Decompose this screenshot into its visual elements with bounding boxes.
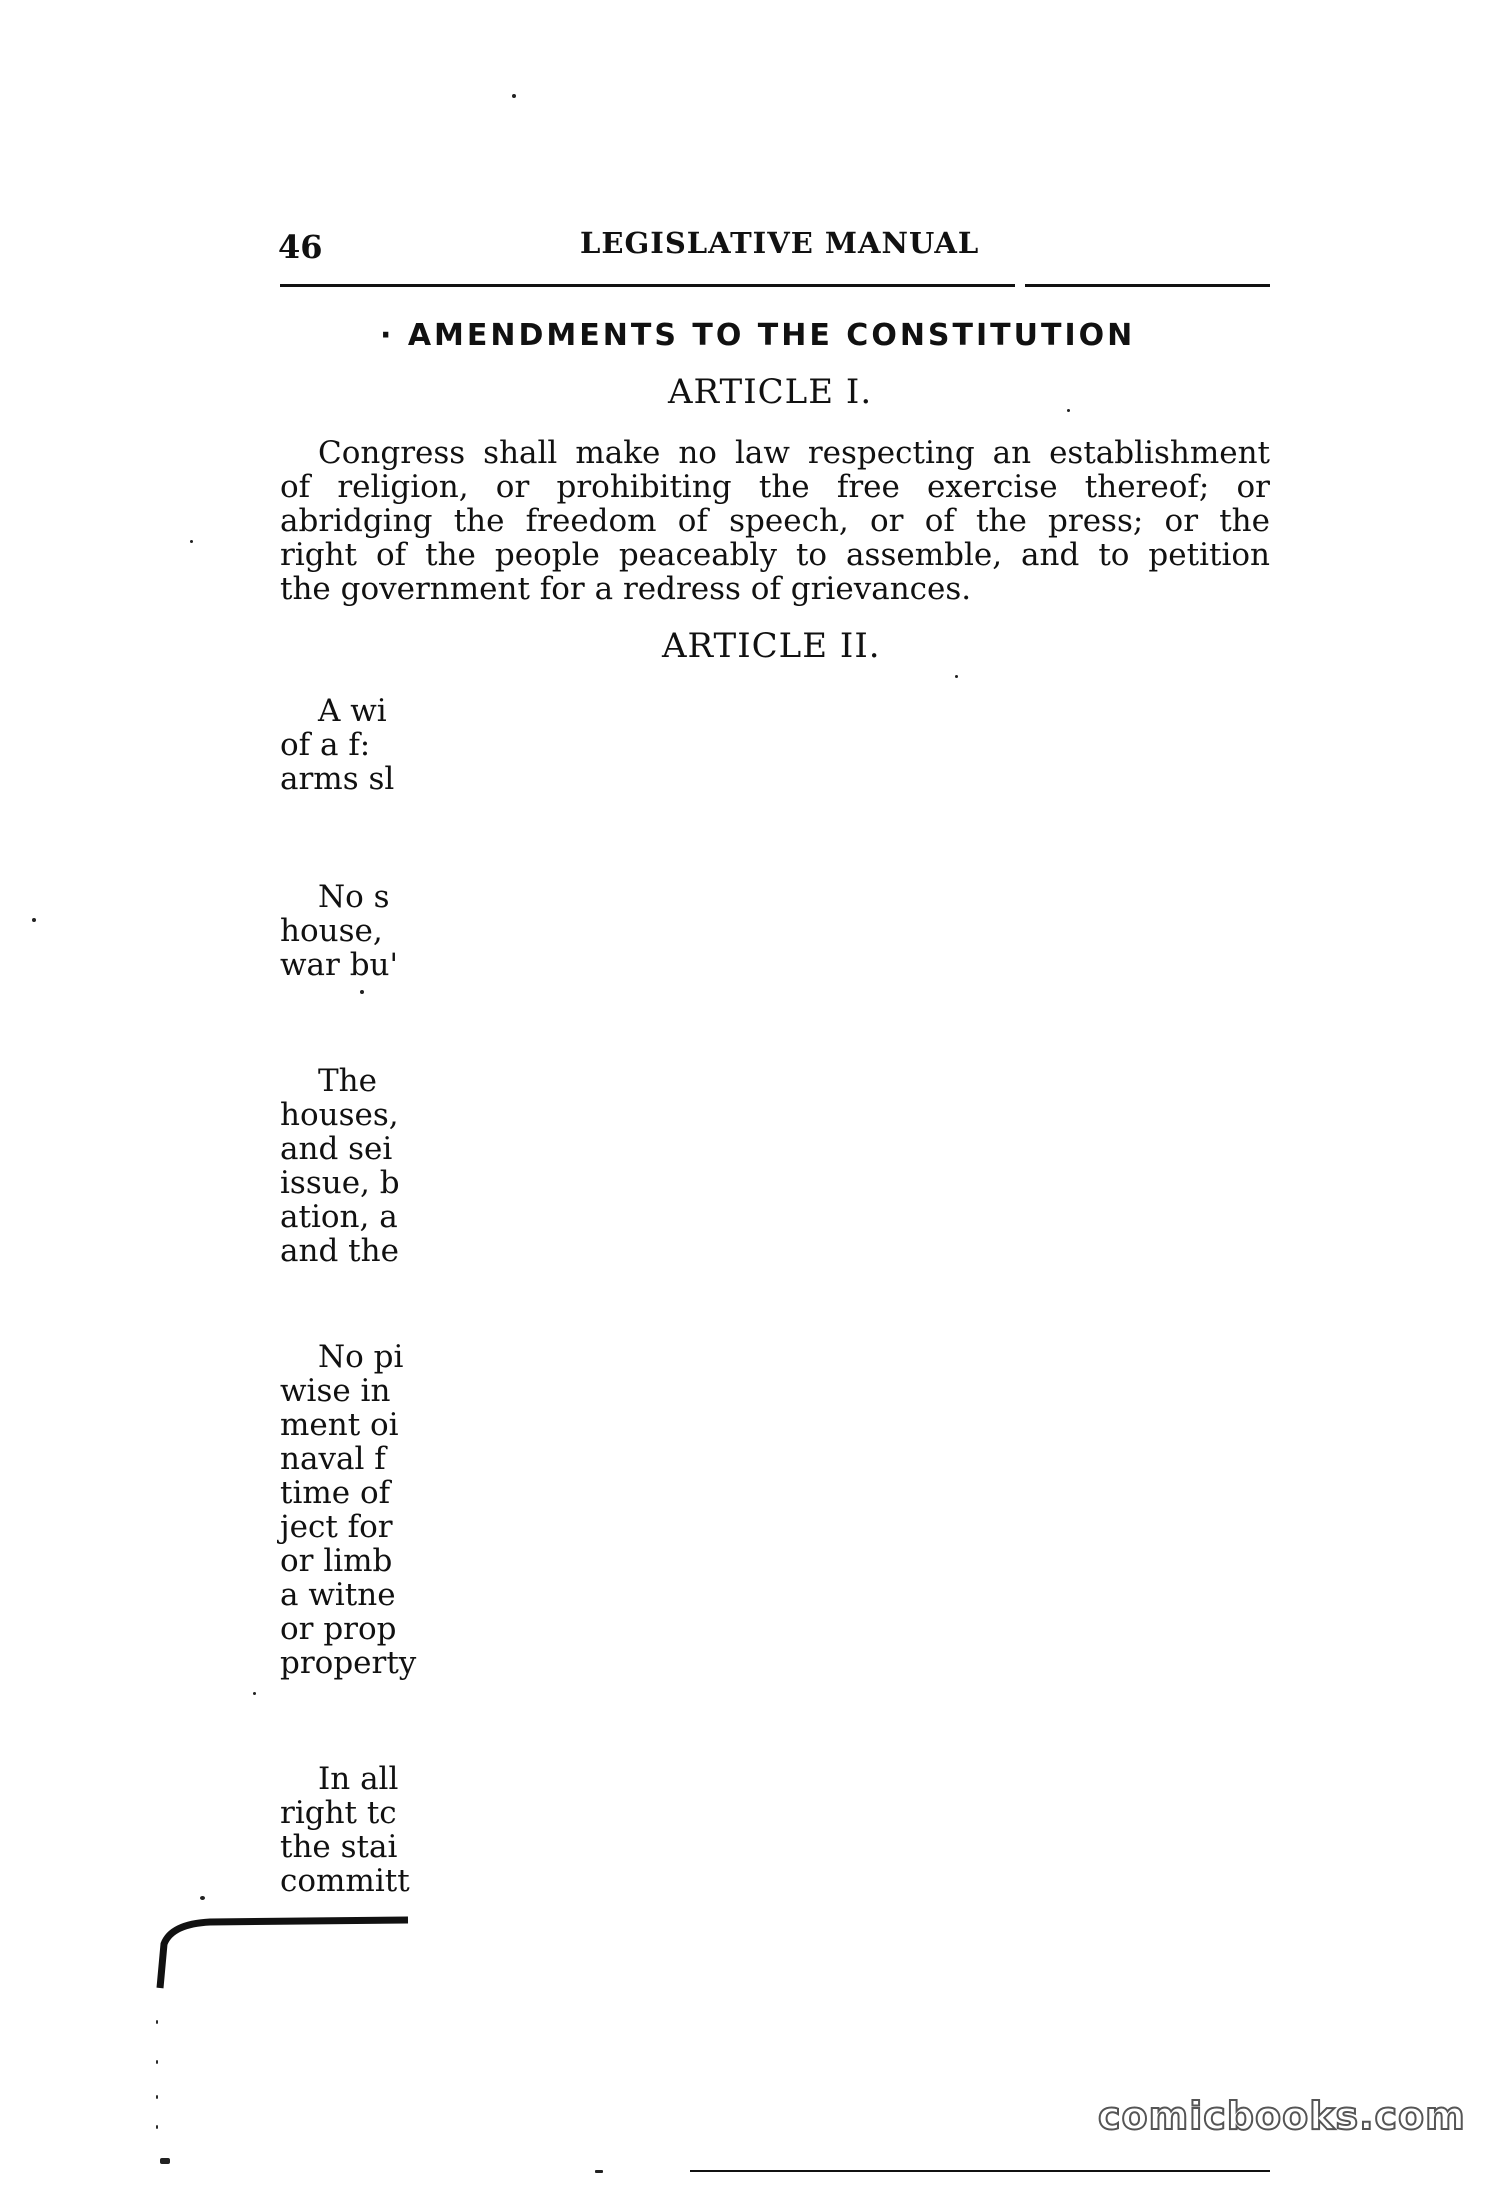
fragment-paragraph — [280, 1761, 410, 1899]
article-1-line: of religion, or prohibiting the free exercise thereof; or — [280, 469, 1270, 505]
fragment-line: or prop — [280, 1611, 397, 1647]
article-1-line: abridging the freedom of speech, or of the press; or the — [280, 503, 1270, 539]
speck — [190, 540, 193, 543]
torn-page-edge — [150, 1910, 410, 1990]
fragment-line: issue, b — [280, 1165, 400, 1201]
fragment-line: wise in — [280, 1373, 391, 1409]
article-1-paragraph — [280, 436, 1270, 606]
fragment-line: house, — [280, 913, 383, 949]
fragment-paragraph — [280, 1064, 400, 1268]
fragment-line: ation, a — [280, 1199, 398, 1235]
fragment-line: and sei — [280, 1131, 393, 1167]
fragment-line: No pi — [318, 1339, 404, 1375]
fragment-paragraph — [280, 880, 400, 982]
bottom-rule — [690, 2170, 1270, 2172]
running-head: LEGISLATIVE MANUAL — [580, 226, 980, 260]
fragment-line: and the — [280, 1233, 399, 1269]
fragment-line: the stai — [280, 1829, 398, 1865]
fragment-line: No s — [318, 879, 390, 915]
fragment-line: a witne — [280, 1577, 396, 1613]
speck — [360, 990, 364, 994]
article-1-line: right of the people peaceably to assemble, and to petition — [280, 537, 1270, 573]
speck — [160, 2158, 170, 2164]
fragment-line: ject for — [280, 1509, 393, 1545]
article-1-line: Congress shall make no law respecting an establishment — [318, 435, 1270, 471]
page-number: 46 — [278, 228, 323, 266]
article-1-line: the government for a redress of grievances. — [280, 571, 972, 607]
header-rule — [280, 284, 1270, 287]
fragment-line: arms sl — [280, 761, 395, 797]
speck — [32, 918, 36, 922]
fragment-line: In all — [318, 1761, 399, 1797]
section-title-text: AMENDMENTS TO THE CONSTITUTION — [407, 318, 1136, 353]
fragment-line: or limb — [280, 1543, 393, 1579]
speck — [200, 1896, 205, 1900]
speck — [156, 2060, 158, 2064]
watermark-logo: comicbooks.com — [1098, 2094, 1466, 2138]
fragment-paragraph — [280, 694, 400, 796]
article-2-heading: ARTICLE II. — [662, 626, 881, 666]
fragment-line: right tc — [280, 1795, 397, 1831]
speck — [595, 2170, 603, 2173]
fragment-line: The — [318, 1063, 377, 1099]
speck — [1067, 409, 1070, 412]
speck — [156, 2125, 158, 2129]
speck — [156, 2020, 158, 2024]
speck — [156, 2095, 158, 2099]
fragment-line: ment oi — [280, 1407, 399, 1443]
fragment-line: houses, — [280, 1097, 399, 1133]
fragment-line: naval f — [280, 1441, 386, 1477]
fragment-line: time of — [280, 1475, 391, 1511]
fragment-line: committ — [280, 1863, 410, 1899]
fragment-line: war bu' — [280, 947, 399, 983]
article-1-heading: ARTICLE I. — [668, 372, 873, 412]
title-bullet: · — [380, 318, 408, 353]
speck — [512, 94, 516, 98]
speck — [253, 1692, 256, 1695]
fragment-paragraph — [280, 1339, 417, 1681]
section-title — [380, 318, 1135, 353]
fragment-line: property — [280, 1645, 417, 1681]
speck — [955, 675, 958, 678]
fragment-line: A wi — [318, 693, 387, 729]
fragment-line: of a f: — [280, 727, 371, 763]
